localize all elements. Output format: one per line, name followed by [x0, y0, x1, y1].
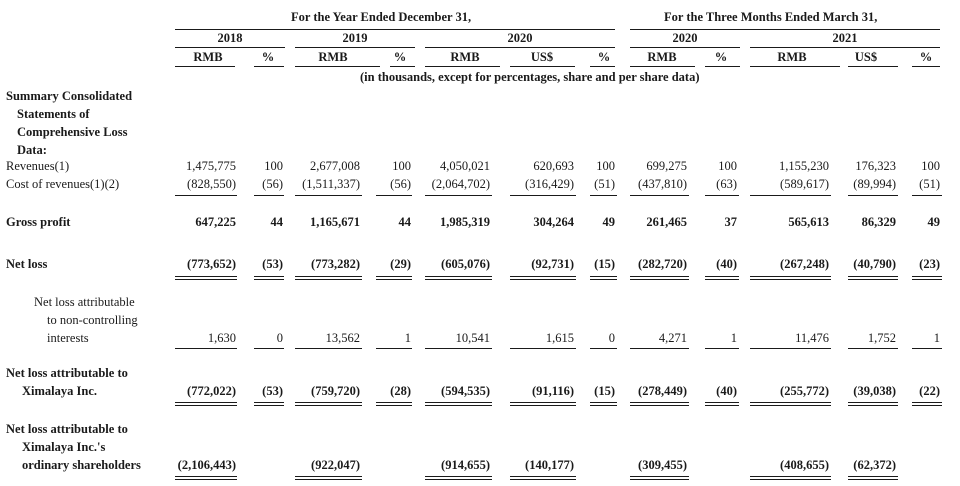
header-year-2019: 2019 [342, 31, 368, 45]
unit-header-10: US$ [854, 50, 878, 64]
cell-2-6: 49 [602, 215, 615, 229]
header-q1-2021: 2021 [832, 31, 858, 45]
cell-4-6: 0 [608, 331, 615, 345]
cell-0-6: 100 [596, 159, 615, 173]
cell-6-5: (140,177) [525, 458, 574, 472]
cell-2-4: 1,985,319 [440, 215, 490, 229]
cell-4-9: 11,476 [795, 331, 829, 345]
cell-1-4: (2,064,702) [431, 177, 490, 191]
cell-2-3: 44 [398, 215, 411, 229]
cell-4-2: 13,562 [325, 331, 360, 345]
cell-6-2: (922,047) [311, 458, 360, 472]
cell-5-8: (40) [716, 384, 737, 398]
cell-4-3: 1 [404, 331, 411, 345]
cell-6-10: (62,372) [853, 458, 896, 472]
cell-1-8: (63) [716, 177, 737, 191]
cell-1-1: (56) [262, 177, 283, 191]
cell-5-5: (91,116) [531, 384, 574, 398]
cell-2-8: 37 [724, 215, 737, 229]
cell-2-1: 44 [270, 215, 283, 229]
cell-4-0: 1,630 [207, 331, 236, 345]
cell-2-9: 565,613 [788, 215, 829, 229]
cell-1-6: (51) [594, 177, 615, 191]
cell-5-4: (594,535) [441, 384, 490, 398]
cell-3-7: (282,720) [638, 257, 687, 271]
cell-5-10: (39,038) [853, 384, 896, 398]
cell-0-1: 100 [264, 159, 283, 173]
cell-5-6: (15) [594, 384, 615, 398]
unit-header-8: % [714, 50, 728, 64]
unit-header-2: RMB [318, 50, 348, 64]
unit-header-4: RMB [450, 50, 480, 64]
row-label-4-2: interests [47, 331, 89, 345]
cell-3-8: (40) [716, 257, 737, 271]
row-label-5-1: Ximalaya Inc. [22, 384, 97, 398]
row-label-3-0: Net loss [6, 257, 48, 271]
row-label-6-1: Ximalaya Inc.'s [22, 440, 106, 454]
cell-0-0: 1,475,775 [186, 159, 236, 173]
cell-0-4: 4,050,021 [440, 159, 490, 173]
cell-6-0: (2,106,443) [177, 458, 236, 472]
cell-4-4: 10,541 [455, 331, 490, 345]
cell-3-5: (92,731) [531, 257, 574, 271]
cell-3-11: (23) [919, 257, 940, 271]
cell-5-11: (22) [919, 384, 940, 398]
cell-4-7: 4,271 [658, 331, 687, 345]
cell-2-11: 49 [927, 215, 940, 229]
cell-1-10: (89,994) [853, 177, 896, 191]
cell-3-2: (773,282) [311, 257, 360, 271]
cell-6-7: (309,455) [638, 458, 687, 472]
cell-1-3: (56) [390, 177, 411, 191]
cell-1-7: (437,810) [638, 177, 687, 191]
cell-2-5: 304,264 [533, 215, 574, 229]
cell-5-0: (772,022) [187, 384, 236, 398]
cell-2-0: 647,225 [195, 215, 236, 229]
unit-header-5: US$ [530, 50, 554, 64]
row-label-6-2: ordinary shareholders [22, 458, 141, 472]
cell-0-10: 176,323 [855, 159, 896, 173]
cell-6-4: (914,655) [441, 458, 490, 472]
row-label-4-0: Net loss attributable [34, 295, 135, 309]
cell-5-2: (759,720) [311, 384, 360, 398]
cell-5-1: (53) [262, 384, 283, 398]
cell-0-7: 699,275 [646, 159, 687, 173]
cell-1-0: (828,550) [187, 177, 236, 191]
row-label-5-0: Net loss attributable to [6, 366, 128, 380]
cell-6-9: (408,655) [780, 458, 829, 472]
cell-4-5: 1,615 [545, 331, 574, 345]
cell-3-10: (40,790) [853, 257, 896, 271]
row-label-6-0: Net loss attributable to [6, 422, 128, 436]
cell-1-11: (51) [919, 177, 940, 191]
cell-3-9: (267,248) [780, 257, 829, 271]
unit-header-9: RMB [777, 50, 807, 64]
unit-header-6: % [597, 50, 611, 64]
unit-header-0: RMB [193, 50, 223, 64]
header-q1-2020: 2020 [672, 31, 698, 45]
cell-3-0: (773,652) [187, 257, 236, 271]
cell-2-7: 261,465 [646, 215, 687, 229]
section-title-line-2: Statements of [17, 107, 90, 121]
cell-3-4: (605,076) [441, 257, 490, 271]
row-label-4-1: to non-controlling [47, 313, 138, 327]
cell-2-2: 1,165,671 [310, 215, 360, 229]
cell-0-3: 100 [392, 159, 411, 173]
cell-0-9: 1,155,230 [779, 159, 829, 173]
cell-1-2: (1,511,337) [302, 177, 360, 191]
cell-5-9: (255,772) [780, 384, 829, 398]
units-note: (in thousands, except for percentages, share and per share data) [360, 70, 700, 84]
cell-4-8: 1 [730, 331, 737, 345]
cell-5-3: (28) [390, 384, 411, 398]
row-label-0-0: Revenues(1) [6, 159, 70, 173]
section-title-line-4: Data: [17, 143, 47, 157]
cell-0-11: 100 [921, 159, 940, 173]
unit-header-7: RMB [647, 50, 677, 64]
cell-3-3: (29) [390, 257, 411, 271]
header-group-quarter: For the Three Months Ended March 31, [664, 10, 878, 24]
cell-4-11: 1 [933, 331, 940, 345]
cell-0-8: 100 [718, 159, 737, 173]
cell-1-5: (316,429) [525, 177, 574, 191]
cell-2-10: 86,329 [861, 215, 896, 229]
header-group-year: For the Year Ended December 31, [291, 10, 472, 24]
header-year-2020: 2020 [507, 31, 533, 45]
cell-5-7: (278,449) [638, 384, 687, 398]
unit-header-1: % [261, 50, 275, 64]
row-label-2-0: Gross profit [6, 215, 71, 229]
unit-header-3: % [393, 50, 407, 64]
section-title-line-1: Summary Consolidated [6, 89, 133, 103]
cell-3-1: (53) [262, 257, 283, 271]
cell-1-9: (589,617) [780, 177, 829, 191]
cell-0-2: 2,677,008 [310, 159, 360, 173]
cell-4-10: 1,752 [867, 331, 896, 345]
cell-4-1: 0 [276, 331, 283, 345]
unit-header-11: % [919, 50, 933, 64]
cell-3-6: (15) [594, 257, 615, 271]
header-year-2018: 2018 [217, 31, 243, 45]
section-title-line-3: Comprehensive Loss [17, 125, 128, 139]
cell-0-5: 620,693 [533, 159, 574, 173]
row-label-1-0: Cost of revenues(1)(2) [6, 177, 120, 191]
